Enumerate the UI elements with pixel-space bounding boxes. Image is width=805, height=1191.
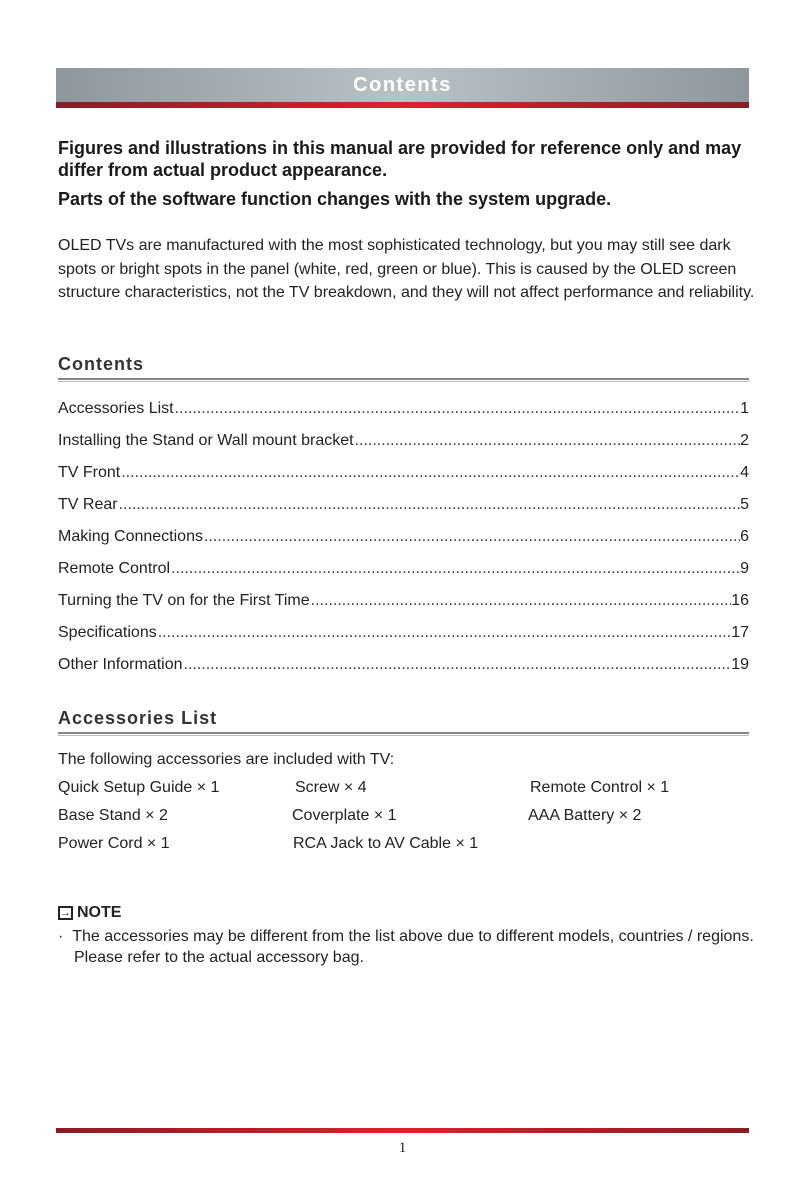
toc-label: Remote Control bbox=[58, 560, 171, 577]
disclaimer-1: Figures and illustrations in this manual are provided for reference only and may differ from actual product appearance. bbox=[58, 138, 742, 180]
divider bbox=[58, 732, 749, 736]
contents-section-header bbox=[58, 354, 749, 382]
banner-red-stripe bbox=[56, 102, 749, 108]
leader bbox=[184, 656, 732, 674]
toc-page: 2 bbox=[740, 432, 749, 449]
toc-entry[interactable] bbox=[58, 624, 749, 656]
divider bbox=[58, 378, 749, 382]
accessories-heading: Accessories List bbox=[58, 708, 218, 728]
leader bbox=[158, 624, 731, 642]
toc-label: TV Front bbox=[58, 464, 121, 481]
toc-entry[interactable] bbox=[58, 464, 749, 496]
leader bbox=[119, 496, 741, 514]
accessories-intro: The following accessories are included with TV: bbox=[58, 751, 395, 768]
toc-label: Turning the TV on for the First Time bbox=[58, 592, 310, 609]
toc-page: 6 bbox=[740, 528, 749, 545]
toc-label: Other Information bbox=[58, 656, 183, 673]
table-of-contents bbox=[58, 400, 749, 688]
note-block bbox=[58, 904, 758, 968]
toc-page: 9 bbox=[740, 560, 749, 577]
leader bbox=[175, 400, 741, 418]
toc-entry[interactable] bbox=[58, 592, 749, 624]
leader bbox=[355, 432, 741, 450]
arrow-box-icon: → bbox=[60, 906, 71, 919]
accessory-item: Screw × 4 bbox=[295, 779, 367, 796]
accessory-item: AAA Battery × 2 bbox=[528, 807, 642, 824]
banner-title: Contents bbox=[353, 74, 452, 96]
toc-page: 19 bbox=[731, 656, 749, 673]
note-item: · The accessories may be different from the list above due to different models, countries / regions. Please refer to the actual accessory bag. bbox=[58, 928, 754, 966]
toc-page: 17 bbox=[731, 624, 749, 641]
toc-page: 5 bbox=[740, 496, 749, 513]
toc-label: Installing the Stand or Wall mount bracket bbox=[58, 432, 354, 449]
leader bbox=[204, 528, 740, 546]
accessory-item: Remote Control × 1 bbox=[530, 779, 670, 796]
disclaimer-2: Parts of the software function changes with the system upgrade. bbox=[58, 189, 612, 209]
leader bbox=[171, 560, 740, 578]
toc-entry[interactable] bbox=[58, 496, 749, 528]
accessory-item: Base Stand × 2 bbox=[58, 807, 168, 824]
toc-label: TV Rear bbox=[58, 496, 118, 513]
toc-label: Specifications bbox=[58, 624, 157, 641]
leader bbox=[311, 592, 732, 610]
toc-page: 16 bbox=[731, 592, 749, 609]
footer-red-rule bbox=[56, 1128, 749, 1133]
note-heading: NOTE bbox=[77, 904, 122, 921]
toc-entry[interactable] bbox=[58, 560, 749, 592]
toc-entry[interactable] bbox=[58, 528, 749, 560]
page-number: 1 bbox=[398, 1140, 407, 1156]
toc-entry[interactable] bbox=[58, 400, 749, 432]
toc-page: 4 bbox=[740, 464, 749, 481]
toc-page: 1 bbox=[740, 400, 749, 417]
accessory-item: Power Cord × 1 bbox=[58, 835, 170, 852]
toc-label: Making Connections bbox=[58, 528, 203, 545]
accessory-item: RCA Jack to AV Cable × 1 bbox=[293, 835, 479, 852]
accessory-item: Coverplate × 1 bbox=[292, 807, 397, 824]
note-text: The accessories may be different from the list above due to different models, countries / regions. Please refer to the actual accessory bag. bbox=[72, 928, 754, 966]
toc-entry[interactable] bbox=[58, 656, 749, 688]
accessory-item: Quick Setup Guide × 1 bbox=[58, 779, 220, 796]
accessories-section-header bbox=[58, 708, 749, 736]
header-banner bbox=[56, 68, 749, 108]
oled-paragraph: OLED TVs are manufactured with the most sophisticated technology, but you may still see dark spots or bright spots in the panel (white, red, green or blue). This is caused by the OLED screen structure characteristics, not the TV breakdown, and they will not affect performance and reliability. bbox=[58, 237, 755, 301]
toc-entry[interactable] bbox=[58, 432, 749, 464]
toc-label: Accessories List bbox=[58, 400, 174, 417]
leader bbox=[121, 464, 740, 482]
contents-heading: Contents bbox=[58, 354, 144, 374]
